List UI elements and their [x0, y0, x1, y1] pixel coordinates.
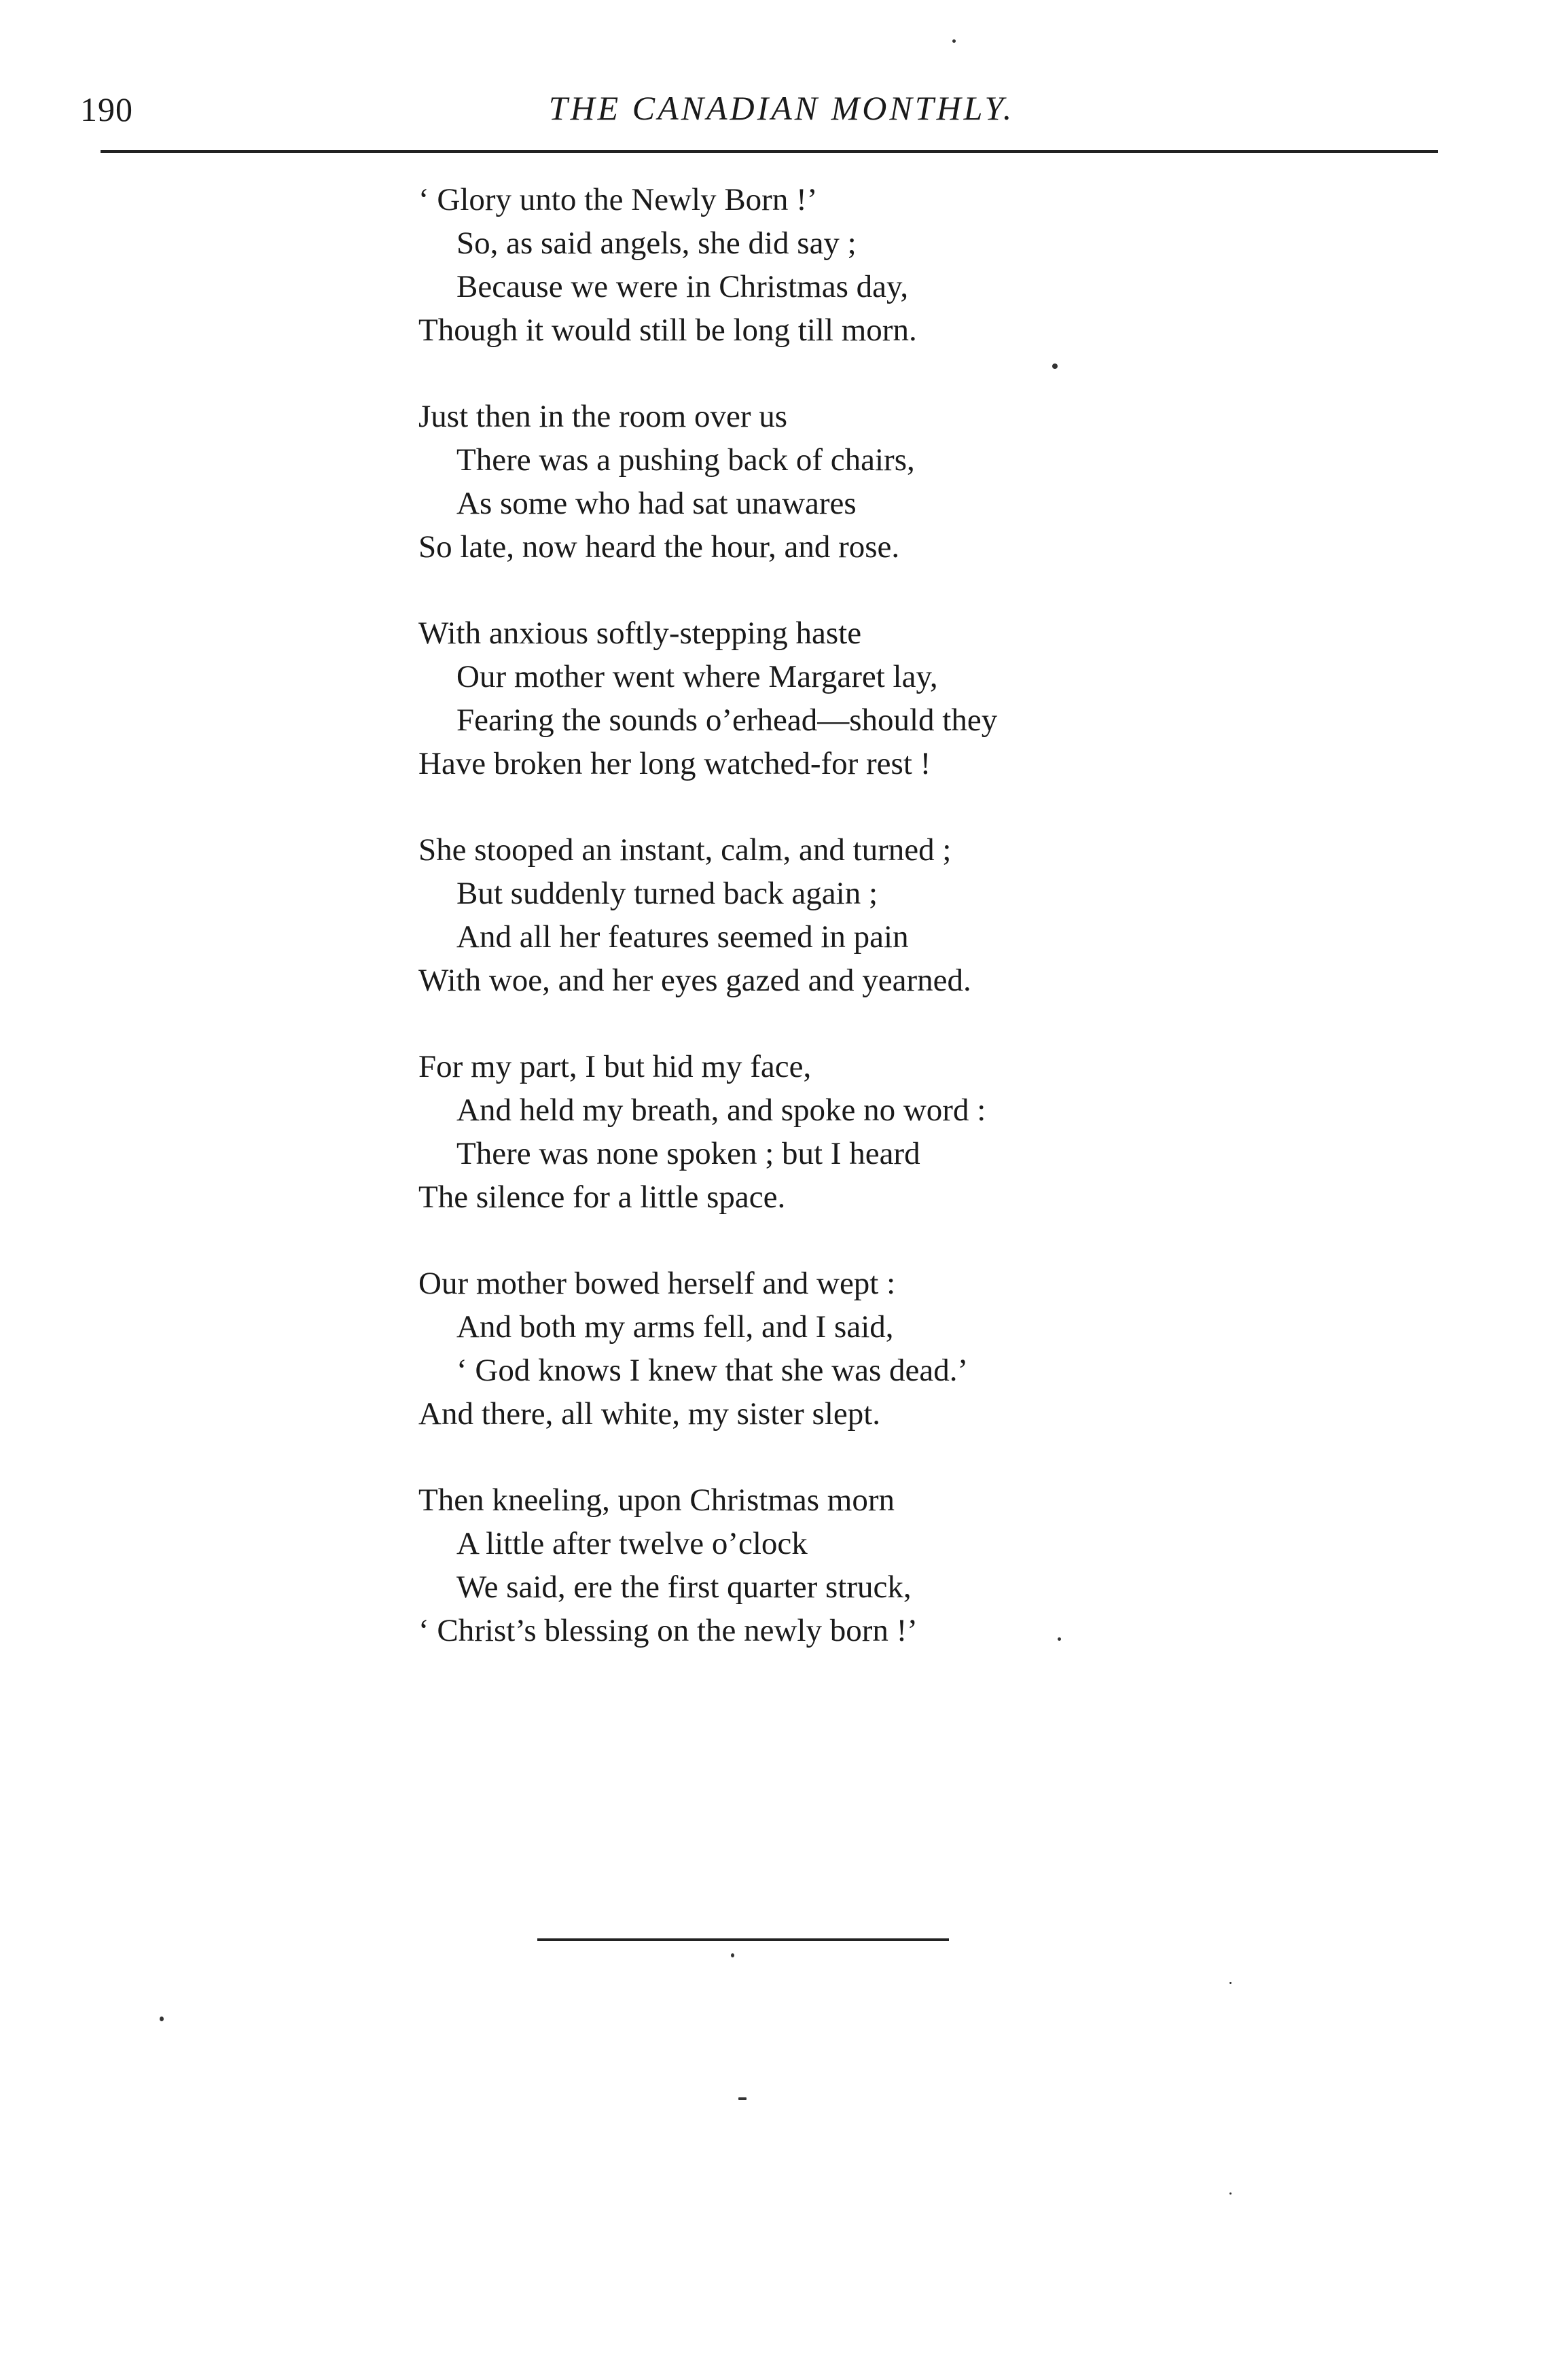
poem-line: As some who had sat unawares	[456, 486, 857, 521]
stanza-7	[418, 1478, 1505, 1652]
poem-line: ‘ Glory unto the Newly Born !’	[418, 182, 818, 217]
stanza-4	[418, 828, 1505, 1002]
poem-line: With anxious softly-stepping haste	[418, 616, 862, 651]
scan-speck	[1052, 363, 1058, 369]
scan-speck	[160, 2017, 164, 2021]
poem-line: Fearing the sounds o’erhead—should they	[456, 703, 998, 738]
scan-speck	[1229, 2192, 1232, 2195]
poem-line: Have broken her long watched-for rest !	[418, 746, 931, 781]
end-rule	[537, 1938, 949, 1941]
poem-line: But suddenly turned back again ;	[456, 876, 878, 911]
poem-line: So late, now heard the hour, and rose.	[418, 529, 900, 565]
poem-line: The silence for a little space.	[418, 1179, 786, 1215]
scan-speck	[1229, 1982, 1232, 1984]
poem	[418, 178, 1505, 1652]
poem-line: And held my breath, and spoke no word :	[456, 1093, 986, 1128]
poem-line: Our mother bowed herself and wept :	[418, 1266, 896, 1301]
poem-line: And all her features seemed in pain	[456, 919, 909, 955]
poem-line: There was none spoken ; but I heard	[456, 1136, 920, 1171]
scan-speck	[1058, 1637, 1061, 1641]
poem-line: ‘ God knows I knew that she was dead.’	[456, 1353, 969, 1388]
poem-line: Though it would still be long till morn.	[418, 313, 917, 348]
poem-line: We said, ere the first quarter struck,	[456, 1569, 912, 1605]
scan-speck	[731, 1953, 734, 1957]
page-number: 190	[80, 90, 133, 128]
poem-line: For my part, I but hid my face,	[418, 1049, 812, 1084]
header-rule	[101, 150, 1438, 153]
poem-line: So, as said angels, she did say ;	[456, 226, 857, 261]
poem-line: There was a pushing back of chairs,	[456, 442, 915, 478]
scan-speck	[952, 39, 956, 43]
stanza-5	[418, 1045, 1505, 1219]
stanza-6	[418, 1262, 1505, 1436]
poem-line: Just then in the room over us	[418, 399, 788, 434]
poem-line: And both my arms fell, and I said,	[456, 1309, 894, 1345]
scan-speck	[738, 2097, 747, 2100]
poem-line: She stooped an instant, calm, and turned ;	[418, 832, 952, 868]
stanza-3	[418, 611, 1505, 785]
stanza-1	[418, 178, 1505, 352]
poem-line: ‘ Christ’s blessing on the newly born !’	[418, 1613, 918, 1648]
poem-line: Then kneeling, upon Christmas morn	[418, 1482, 895, 1518]
stanza-2	[418, 395, 1505, 569]
poem-line: Our mother went where Margaret lay,	[456, 659, 938, 694]
poem-line: Because we were in Christmas day,	[456, 269, 909, 304]
poem-line: And there, all white, my sister slept.	[418, 1396, 881, 1432]
running-head: THE CANADIAN MONTHLY.	[548, 89, 1015, 127]
poem-line: A little after twelve o’clock	[456, 1526, 808, 1561]
poem-line: With woe, and her eyes gazed and yearned.	[418, 963, 971, 998]
